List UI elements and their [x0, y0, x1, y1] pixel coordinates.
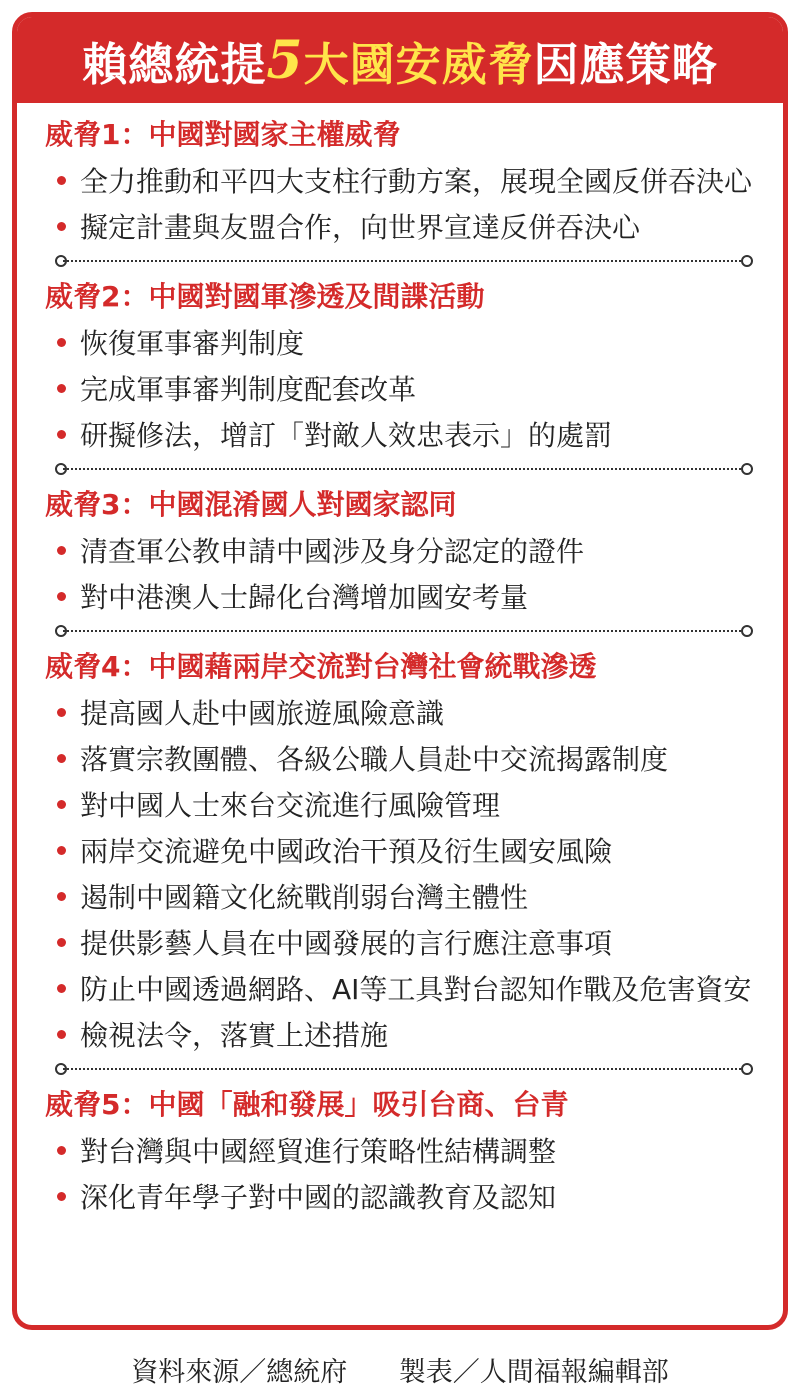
title-suffix: 因應策略 — [533, 37, 718, 91]
list-item — [57, 573, 783, 619]
list-item — [57, 411, 783, 457]
list-item — [57, 1127, 783, 1173]
source-credit: 資料來源／總統府 — [131, 1357, 348, 1388]
bullet-dot-icon — [57, 222, 66, 231]
list-item-text: 對中港澳人士歸化台灣增加國安考量 — [80, 581, 529, 614]
bullet-dot-icon — [57, 338, 66, 347]
list-item-text: 恢復軍事審判制度 — [80, 327, 305, 360]
list-item-text: 對台灣與中國經貿進行策略性結構調整 — [80, 1135, 557, 1168]
bullet-dot-icon — [57, 546, 66, 555]
title-number: 5 — [266, 29, 304, 91]
title-highlight: 大國安威脅 — [303, 37, 534, 91]
threat-section — [17, 275, 783, 475]
threat-section — [17, 483, 783, 637]
list-item-text: 研擬修法，增訂「對敵人效忠表示」的處罰 — [80, 419, 613, 452]
list-item-text: 擬定計畫與友盟合作，向世界宣達反併吞決心 — [80, 211, 641, 244]
list-item-text: 全力推動和平四大支柱行動方案，展現全國反併吞決心 — [80, 165, 753, 198]
bullet-dot-icon — [57, 938, 66, 947]
list-item — [57, 365, 783, 411]
bullet-dot-icon — [57, 800, 66, 809]
threat-title: 威脅5：中國「融和發展」吸引台商、台青 — [45, 1088, 569, 1121]
list-item-text: 落實宗教團體、各級公職人員赴中交流揭露制度 — [80, 743, 669, 776]
dotted-line — [63, 468, 745, 470]
bullet-dot-icon — [57, 1146, 66, 1155]
list-item-text: 完成軍事審判制度配套改革 — [80, 373, 417, 406]
credits — [0, 1350, 800, 1389]
bullet-dot-icon — [57, 176, 66, 185]
bullet-dot-icon — [57, 430, 66, 439]
bullet-dot-icon — [57, 984, 66, 993]
list-item-text: 兩岸交流避免中國政治干預及衍生國安風險 — [80, 835, 613, 868]
list-item — [57, 735, 783, 781]
dotted-line — [63, 260, 745, 262]
dotted-divider — [55, 1063, 753, 1075]
list-item-text: 對中國人士來台交流進行風險管理 — [80, 789, 501, 822]
dotted-divider — [55, 625, 753, 637]
bullet-dot-icon — [57, 1192, 66, 1201]
list-item-text: 深化青年學子對中國的認識教育及認知 — [80, 1181, 557, 1214]
bullet-dot-icon — [57, 708, 66, 717]
threat-title: 威脅3：中國混淆國人對國家認同 — [45, 488, 457, 521]
list-item — [57, 203, 783, 249]
list-item — [57, 965, 783, 1011]
divider-end-icon — [741, 463, 753, 475]
strategy-card — [12, 12, 788, 1330]
title-banner — [17, 17, 783, 103]
divider-end-icon — [741, 255, 753, 267]
dotted-divider — [55, 255, 753, 267]
list-item — [57, 1173, 783, 1219]
threat-section — [17, 1083, 783, 1219]
list-item-text: 遏制中國籍文化統戰削弱台灣主體性 — [80, 881, 529, 914]
list-item-text: 清查軍公教申請中國涉及身分認定的證件 — [80, 535, 585, 568]
list-item-text: 檢視法令，落實上述措施 — [80, 1019, 389, 1052]
threat-title: 威脅4：中國藉兩岸交流對台灣社會統戰滲透 — [45, 650, 597, 683]
dotted-line — [63, 630, 745, 632]
bullet-dot-icon — [57, 592, 66, 601]
bullet-dot-icon — [57, 1030, 66, 1039]
bullet-dot-icon — [57, 384, 66, 393]
threat-sections — [17, 103, 783, 1219]
producer-credit: 製表／人間福報編輯部 — [398, 1357, 669, 1388]
list-item — [57, 919, 783, 965]
divider-end-icon — [741, 625, 753, 637]
bullet-dot-icon — [57, 892, 66, 901]
title-prefix: 賴總統提 — [82, 37, 267, 91]
list-item — [57, 873, 783, 919]
list-item — [57, 1011, 783, 1057]
dotted-divider — [55, 463, 753, 475]
list-item — [57, 157, 783, 203]
bullet-dot-icon — [57, 846, 66, 855]
threat-section — [17, 645, 783, 1075]
dotted-line — [63, 1068, 745, 1070]
threat-title: 威脅1：中國對國家主權威脅 — [45, 118, 401, 151]
bullet-dot-icon — [57, 754, 66, 763]
list-item — [57, 689, 783, 735]
list-item — [57, 781, 783, 827]
divider-end-icon — [741, 1063, 753, 1075]
list-item-text: 提高國人赴中國旅遊風險意識 — [80, 697, 445, 730]
list-item — [57, 319, 783, 365]
list-item — [57, 527, 783, 573]
threat-title: 威脅2：中國對國軍滲透及間諜活動 — [45, 280, 485, 313]
list-item — [57, 827, 783, 873]
threat-section — [17, 113, 783, 267]
list-item-text: 提供影藝人員在中國發展的言行應注意事項 — [80, 927, 613, 960]
list-item-text: 防止中國透過網路、AI等工具對台認知作戰及危害資安 — [80, 973, 752, 1006]
